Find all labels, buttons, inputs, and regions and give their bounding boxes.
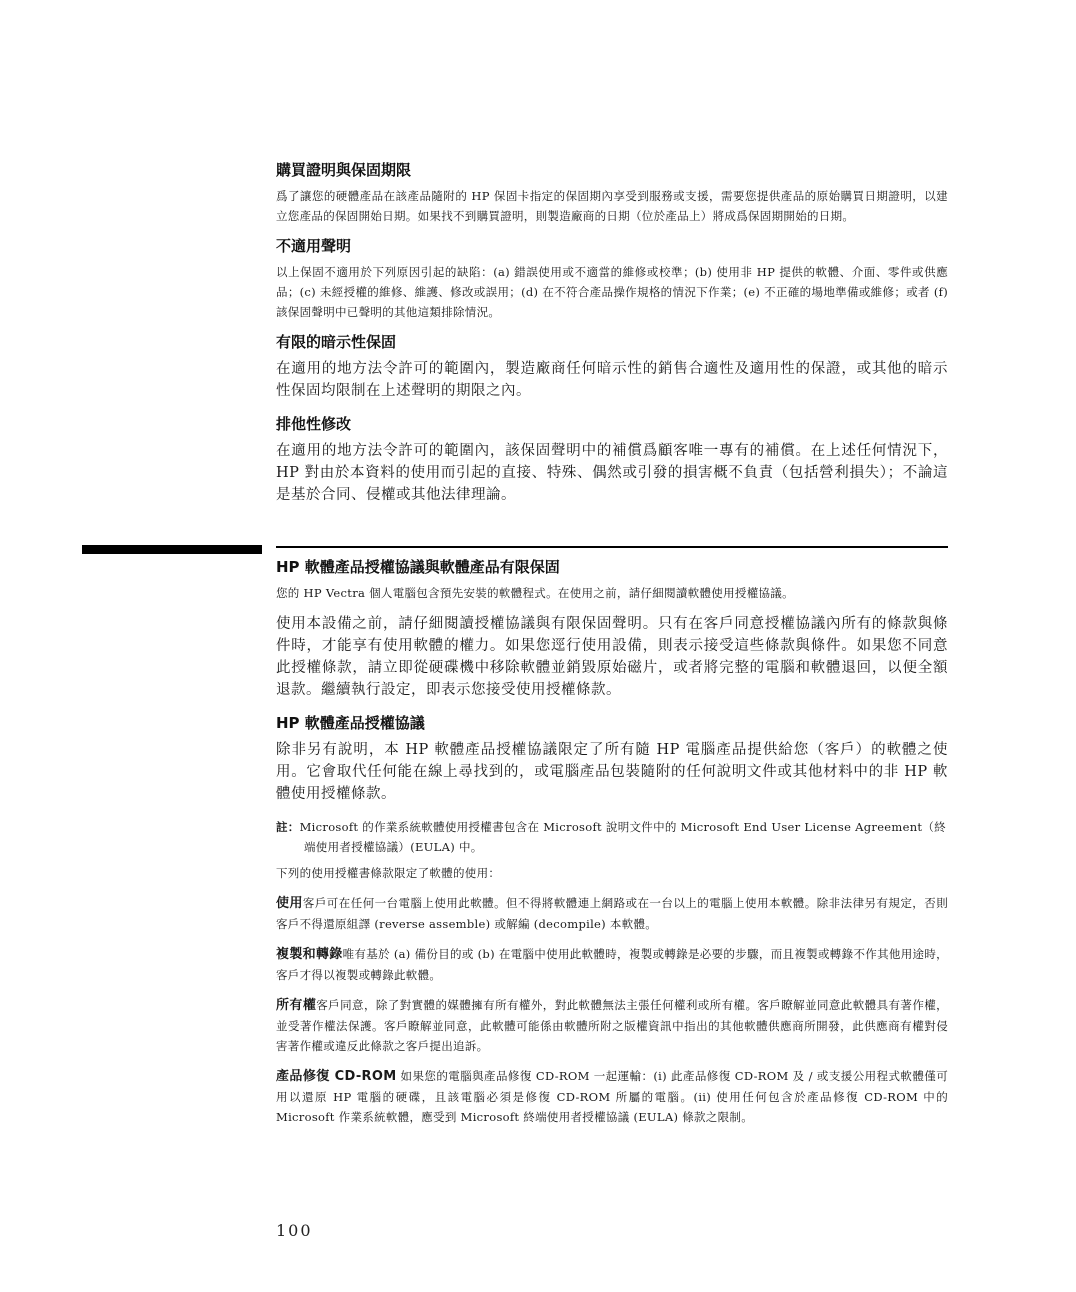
implied-warranty-body: 在適用的地方法令許可的範圍內，製造廠商任何暗示性的銷售合適性及適用性的保證，或其他的暗示性保固均限制在上述聲明的期限之內。 <box>276 361 948 399</box>
divider-line <box>276 546 948 548</box>
page-number: 100 <box>276 1221 313 1240</box>
note-label: 註： <box>276 820 300 834</box>
exclusive-remedies-body: 在適用的地方法令許可的範圍內，該保固聲明中的補償爲顧客唯一專有的補償。在上述任何情況下，HP 對由於本資料的使用而引起的直接、特殊、偶然或引發的損害概不負責（包括營利損失）；不論這是基於合同、侵權或其他法律理論。 <box>276 443 948 503</box>
terms-intro: 下列的使用授權書條款限定了軟體的使用： <box>276 866 501 880</box>
term-ownership <box>276 995 948 1056</box>
proof-of-purchase-body: 爲了讓您的硬體產品在該產品隨附的 HP 保固卡指定的保固期內享受到服務或支援，需要您提供產品的原始購買日期證明，以建立您產品的保固開始日期。如果找不到購買證明，則製造廠商的日期（位於產品上）將成爲保固期開始的日期。 <box>276 189 948 223</box>
license-section <box>276 557 948 1137</box>
license-sub-body: 除非另有說明，本 HP 軟體產品授權協議限定了所有隨 HP 電腦產品提供給您（客戶）的軟體之使用。它會取代任何能在線上尋找到的，或電腦產品包裝隨附的任何說明文件或其他材料中的非 HP 軟體使用授權條款。 <box>276 742 948 802</box>
term-ownership-text: 客戶同意，除了對實體的媒體擁有所有權外，對此軟體無法主張任何權利或所有權。客戶瞭解並同意此軟體具有著作權，並受著作權法保護。客戶瞭解並同意，此軟體可能係由軟體所附之版權資訊中指出的其他軟體供應商所開發，此供應商有權對侵害著作權或違反此條款之客戶提出追訴。 <box>276 998 948 1053</box>
note-paragraph <box>276 817 948 857</box>
term-use <box>276 893 948 934</box>
term-use-lead: 使用 <box>276 896 303 911</box>
term-recovery-cd <box>276 1066 948 1127</box>
exclusions-body: 以上保固不適用於下列原因引起的缺陷：(a) 錯誤使用或不適當的維修或校準；(b) 使用非 HP 提供的軟體、介面、零件或供應品；(c) 未經授權的維修、維護、修改或誤用；(d) 在不符合產品操作規格的情況下作業；(e) 不正確的場地準備或維修；或者 (f) 該保固聲明中已聲明的其他這類排除情況。 <box>276 265 948 319</box>
term-copy <box>276 944 948 985</box>
exclusive-remedies-heading: 排他性修改 <box>276 415 352 433</box>
license-intro-small: 您的 HP Vectra 個人電腦包含預先安裝的軟體程式。在使用之前，請仔細閱讀軟體使用授權協議。 <box>276 586 794 600</box>
license-heading: HP 軟體產品授權協議與軟體產品有限保固 <box>276 558 560 576</box>
exclusions-heading: 不適用聲明 <box>276 237 352 255</box>
term-use-text: 客戶可在任何一台電腦上使用此軟體。但不得將軟體連上網路或在一台以上的電腦上使用本軟體。除非法律另有規定，否則客戶不得還原組譯 (reverse assemble) 或解編 (decompile) 本軟體。 <box>276 896 948 931</box>
proof-of-purchase-heading: 購買證明與保固期限 <box>276 161 412 179</box>
term-copy-text: 唯有基於 (a) 備份目的或 (b) 在電腦中使用此軟體時，複製或轉錄是必要的步驟，而且複製或轉錄不作其他用途時，客戶才得以複製或轉錄此軟體。 <box>276 947 948 982</box>
term-copy-lead: 複製和轉錄 <box>276 947 343 962</box>
note-text: Microsoft 的作業系統軟體使用授權書包含在 Microsoft 說明文件中的 Microsoft End User License Agreement（終端使用者授權協議）(EULA) 中。 <box>299 820 946 854</box>
term-recovery-cd-lead: 產品修復 CD-ROM <box>276 1069 397 1084</box>
warranty-section <box>276 160 948 518</box>
implied-warranty-heading: 有限的暗示性保固 <box>276 333 397 351</box>
section-divider <box>82 545 948 555</box>
divider-tab <box>82 545 262 554</box>
license-intro-large: 使用本設備之前，請仔細閱讀授權協議與有限保固聲明。只有在客戶同意授權協議內所有的條款與條件時，才能享有使用軟體的權力。如果您逕行使用設備，則表示接受這些條款與條件。如果您不同意此授權條款，請立即從硬碟機中移除軟體並銷毀原始磁片，或者將完整的電腦和軟體退回，以便全額退款。繼續執行設定，即表示您接受使用授權條款。 <box>276 616 948 698</box>
license-sub-heading: HP 軟體產品授權協議 <box>276 714 425 732</box>
term-ownership-lead: 所有權 <box>276 998 317 1013</box>
term-recovery-cd-text: 如果您的電腦與產品修復 CD-ROM 一起運輸：(i) 此產品修復 CD-ROM 及 / 或支援公用程式軟體僅可用以還原 HP 電腦的硬碟，且該電腦必須是修復 CD-ROM 所屬的電腦。(ii) 使用任何包含於產品修復 CD-ROM 中的 Microsoft 作業系統軟體，應受到 Microsoft 終端使用者授權協議 (EULA) 條款之限制。 <box>276 1069 949 1124</box>
